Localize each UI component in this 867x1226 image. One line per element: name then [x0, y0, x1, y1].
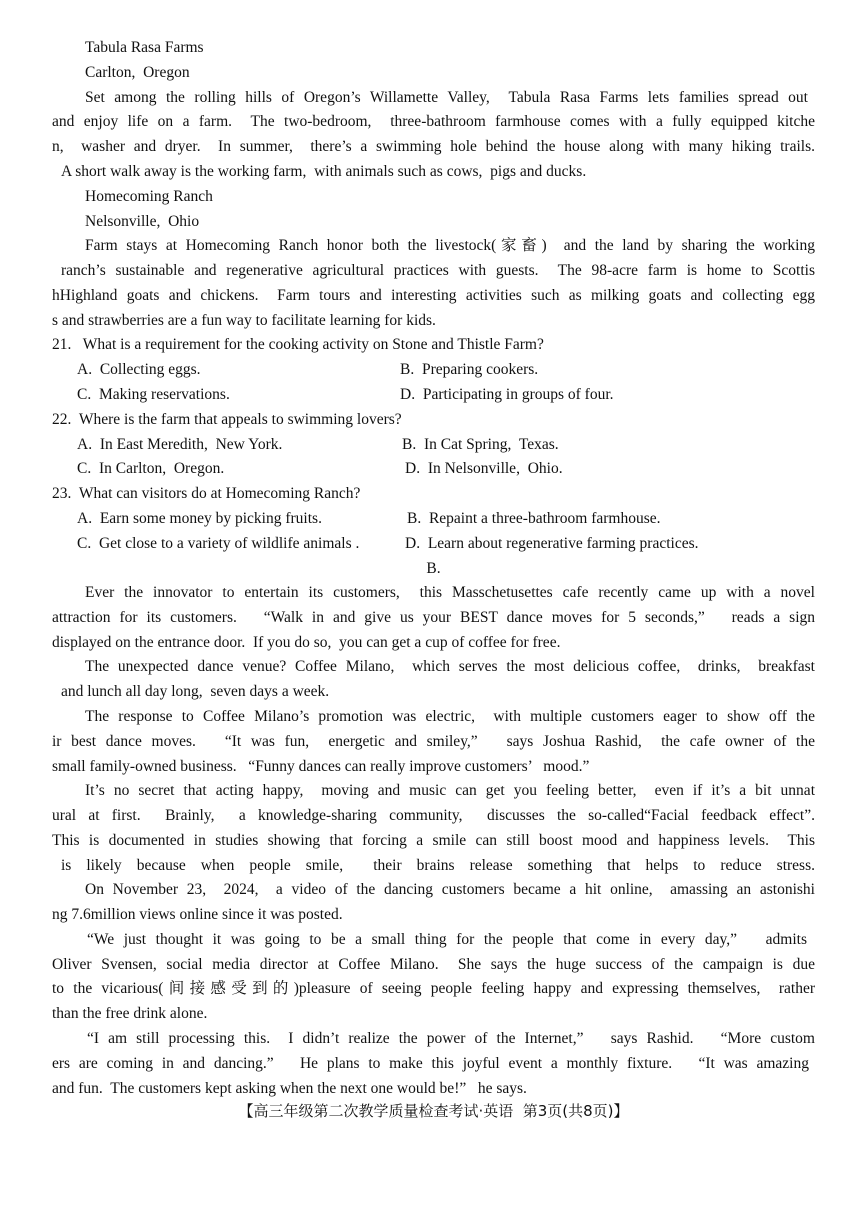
- paragraph-line: A short walk away is the working farm, with animals such as cows, pigs and ducks.: [61, 163, 587, 180]
- question-23-stem: 23. What can visitors do at Homecoming Ranch?: [52, 485, 361, 502]
- question-22-option-c: C. In Carlton, Oregon.: [77, 460, 225, 477]
- paragraph-line: s and strawberries are a fun way to facilitate learning for kids.: [52, 312, 436, 329]
- paragraph-line: ir best dance moves. “It was fun, energetic and smiley,” says Joshua Rashid, the cafe owner of the: [52, 733, 815, 750]
- paragraph-line: ural at first. Brainly, a knowledge-sharing community, discusses the so-called“Facial feedback effect”.: [52, 807, 815, 824]
- page-footer: 【高三年级第二次教学质量检查考试·英语 第3页(共8页)】: [238, 1102, 629, 1120]
- question-23-option-d: D. Learn about regenerative farming practices.: [405, 535, 699, 552]
- paragraph-line: “I am still processing this. I didn’t realize the power of the Internet,” says Rashid. “More custom: [87, 1030, 815, 1047]
- paragraph-line: The response to Coffee Milano’s promotion was electric, with multiple customers eager to show off the: [85, 708, 815, 725]
- paragraph-line: to the vicarious(间接感受到的)pleasure of seeing people feeling happy and expressing themselves, rather: [52, 980, 815, 997]
- paragraph-line: Oliver Svensen, social media director at Coffee Milano. She says the huge success of the campaign is due: [52, 956, 815, 973]
- paragraph-line: Farm stays at Homecoming Ranch honor both the livestock(家畜) and the land by sharing the working: [85, 237, 815, 254]
- section-heading: B.: [426, 560, 441, 577]
- paragraph-line: ers are coming in and dancing.” He plans to make this joyful event a monthly fixture. “It was amazing: [52, 1055, 809, 1072]
- question-21-stem: 21. What is a requirement for the cooking activity on Stone and Thistle Farm?: [52, 336, 544, 353]
- paragraph-line: It’s no secret that acting happy, moving and music can get you feeling better, even if it’s a bit unnat: [85, 782, 815, 799]
- paragraph-line: Ever the innovator to entertain its customers, this Masschetusettes cafe recently came up with a novel: [85, 584, 815, 601]
- paragraph-line: hHighland goats and chickens. Farm tours and interesting activities such as milking goats and collecting egg: [52, 287, 815, 304]
- paragraph-line: ranch’s sustainable and regenerative agricultural practices with guests. The 98-acre farm is home to Scottis: [61, 262, 815, 279]
- question-22-stem: 22. Where is the farm that appeals to swimming lovers?: [52, 411, 402, 428]
- farm-name-tabula: Tabula Rasa Farms: [85, 39, 204, 56]
- farm-location-tabula: Carlton, Oregon: [85, 64, 190, 81]
- paragraph-line: The unexpected dance venue? Coffee Milano, which serves the most delicious coffee, drinks, breakfast: [85, 658, 815, 675]
- paragraph-line: and lunch all day long, seven days a week.: [61, 683, 330, 700]
- farm-location-homecoming: Nelsonville, Ohio: [85, 213, 200, 230]
- paragraph-line: than the free drink alone.: [52, 1005, 208, 1022]
- paragraph-line: On November 23, 2024, a video of the dancing customers became a hit online, amassing an astonishi: [85, 881, 815, 898]
- paragraph-line: and fun. The customers kept asking when the next one would be!” he says.: [52, 1080, 527, 1097]
- question-23-option-c: C. Get close to a variety of wildlife animals .: [77, 535, 360, 552]
- paragraph-line: and enjoy life on a farm. The two-bedroom, three-bathroom farmhouse comes with a fully equipped kitche: [52, 113, 815, 130]
- paragraph-line: “We just thought it was going to be a small thing for the people that come in every day,” admits: [87, 931, 807, 948]
- question-21-option-a: A. Collecting eggs.: [77, 361, 201, 378]
- paragraph-line: ng 7.6million views online since it was posted.: [52, 906, 343, 923]
- paragraph-line: n, washer and dryer. In summer, there’s a swimming hole behind the house along with many hiking trails.: [52, 138, 815, 155]
- question-21-option-b: B. Preparing cookers.: [400, 361, 539, 378]
- question-22-option-b: B. In Cat Spring, Texas.: [402, 436, 559, 453]
- question-21-option-c: C. Making reservations.: [77, 386, 230, 403]
- paragraph-line: small family-owned business. “Funny dances can really improve customers’ mood.”: [52, 758, 590, 775]
- question-22-option-a: A. In East Meredith, New York.: [77, 436, 283, 453]
- paragraph-line: displayed on the entrance door. If you do so, you can get a cup of coffee for free.: [52, 634, 561, 651]
- paragraph-line: is likely because when people smile, their brains release something that helps to reduce stress.: [61, 857, 815, 874]
- question-21-option-d: D. Participating in groups of four.: [400, 386, 614, 403]
- paragraph-line: attraction for its customers. “Walk in and give us your BEST dance moves for 5 seconds,” reads a sign: [52, 609, 815, 626]
- question-23-option-b: B. Repaint a three-bathroom farmhouse.: [407, 510, 661, 527]
- question-22-option-d: D. In Nelsonville, Ohio.: [405, 460, 563, 477]
- farm-name-homecoming: Homecoming Ranch: [85, 188, 213, 205]
- paragraph-line: This is documented in studies showing that forcing a smile can still boost mood and happiness levels. This: [52, 832, 815, 849]
- paragraph-line: Set among the rolling hills of Oregon’s Willamette Valley, Tabula Rasa Farms lets families spread out: [85, 89, 808, 106]
- question-23-option-a: A. Earn some money by picking fruits.: [77, 510, 322, 527]
